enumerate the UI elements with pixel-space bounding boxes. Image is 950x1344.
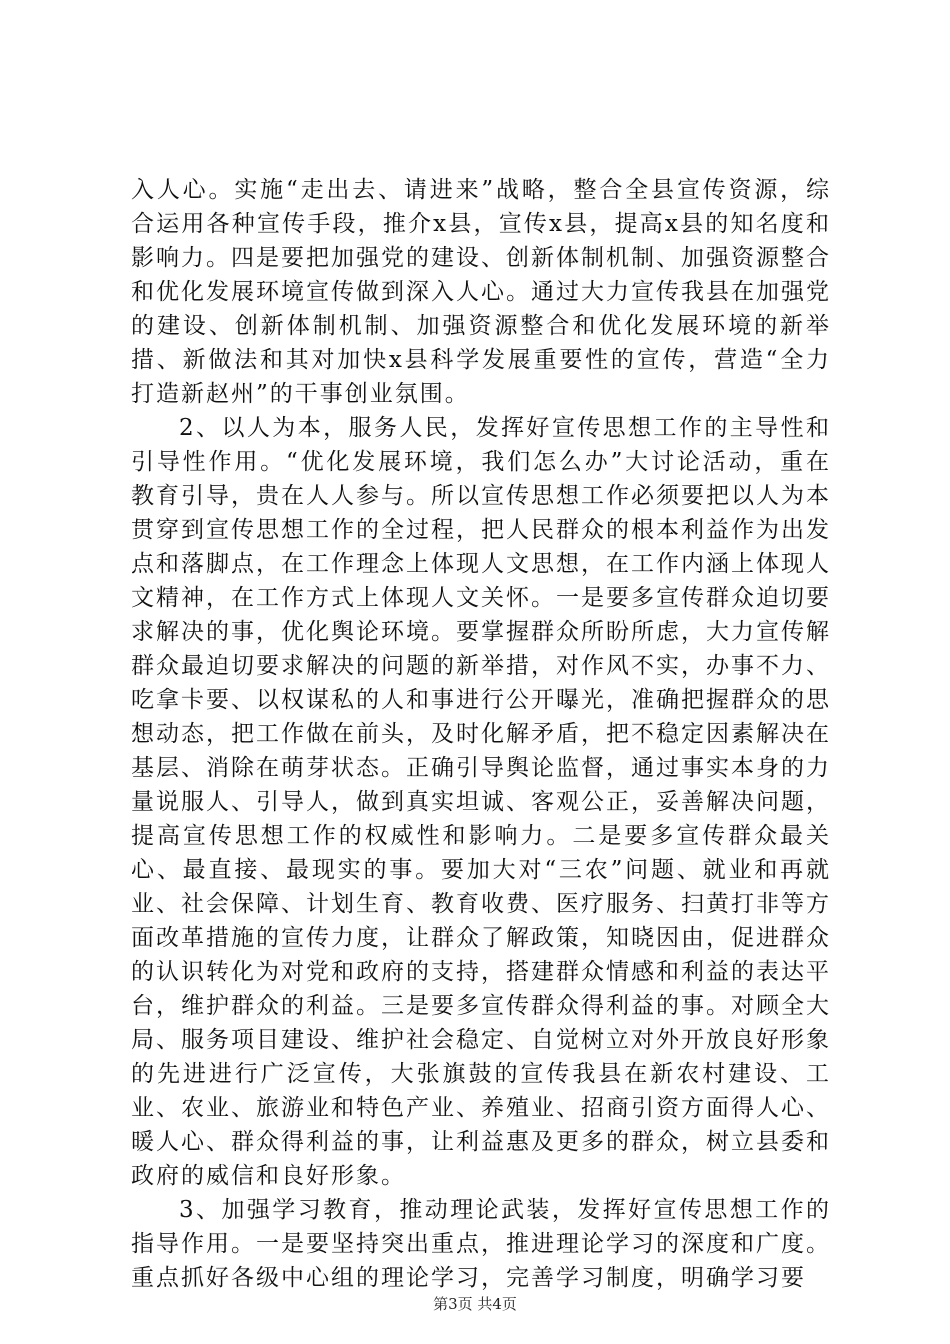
paragraph-1: 入人心。实施“走出去、请进来”战略，整合全县宣传资源，综合运用各种宣传手段，推介x县，宣传x县，提高x县的知名度和影响力。四是要把加强党的建设、创新体制机制、加强资源整合和优化发展环境宣传做到深入人心。通过大力宣传我县在加强党的建设、创新体制机制、加强资源整合和优化发展环境的新举措、新做法和其对加快x县科学发展重要性的宣传，营造“全力打造新赵州”的干事创业氛围。: [131, 177, 831, 407]
paragraph-2: 2、以人为本，服务人民，发挥好宣传思想工作的主导性和引导性作用。“优化发展环境，我们怎么办”大讨论活动，重在教育引导，贵在人人参与。所以宣传思想工作必须要把以人为本贯穿到宣传思想工作的全过程，把人民群众的根本利益作为出发点和落脚点，在工作理念上体现人文思想，在工作内涵上体现人文精神，在工作方式上体现人文关怀。一是要多宣传群众迫切要求解决的事，优化舆论环境。要掌握群众所盼所虑，大力宣传解群众最迫切要求解决的问题的新举措，对作风不实，办事不力、吃拿卡要、以权谋私的人和事进行公开曝光，准确把握群众的思想动态，把工作做在前头，及时化解矛盾，把不稳定因素解决在基层、消除在萌芽状态。正确引导舆论监督，通过事实本身的力量说服人、引导人，做到真实坦诚、客观公正，妥善解决问题，提高宣传思想工作的权威性和影响力。二是要多宣传群众最关心、最直接、最现实的事。要加大对“三农”问题、就业和再就业、社会保障、计划生育、教育收费、医疗服务、扫黄打非等方面改革措施的宣传力度，让群众了解政策，知晓因由，促进群众的认识转化为对党和政府的支持，搭建群众情感和利益的表达平台，维护群众的利益。三是要多宣传群众得利益的事。对顾全大局、服务项目建设、维护社会稳定、自觉树立对外开放良好形象的先进进行广泛宣传，大张旗鼓的宣传我县在新农村建设、工业、农业、旅游业和特色产业、养殖业、招商引资方面得人心、暖人心、群众得利益的事，让利益惠及更多的群众，树立县委和政府的威信和良好形象。: [131, 415, 831, 1189]
document-body: [131, 173, 831, 1295]
paragraph-3: 3、加强学习教育，推动理论武装，发挥好宣传思想工作的指导作用。一是要坚持突出重点，推进理论学习的深度和广度。重点抓好各级中心组的理论学习，完善学习制度，明确学习要: [131, 1197, 831, 1291]
page-footer: 第3页 共4页: [433, 1295, 517, 1313]
